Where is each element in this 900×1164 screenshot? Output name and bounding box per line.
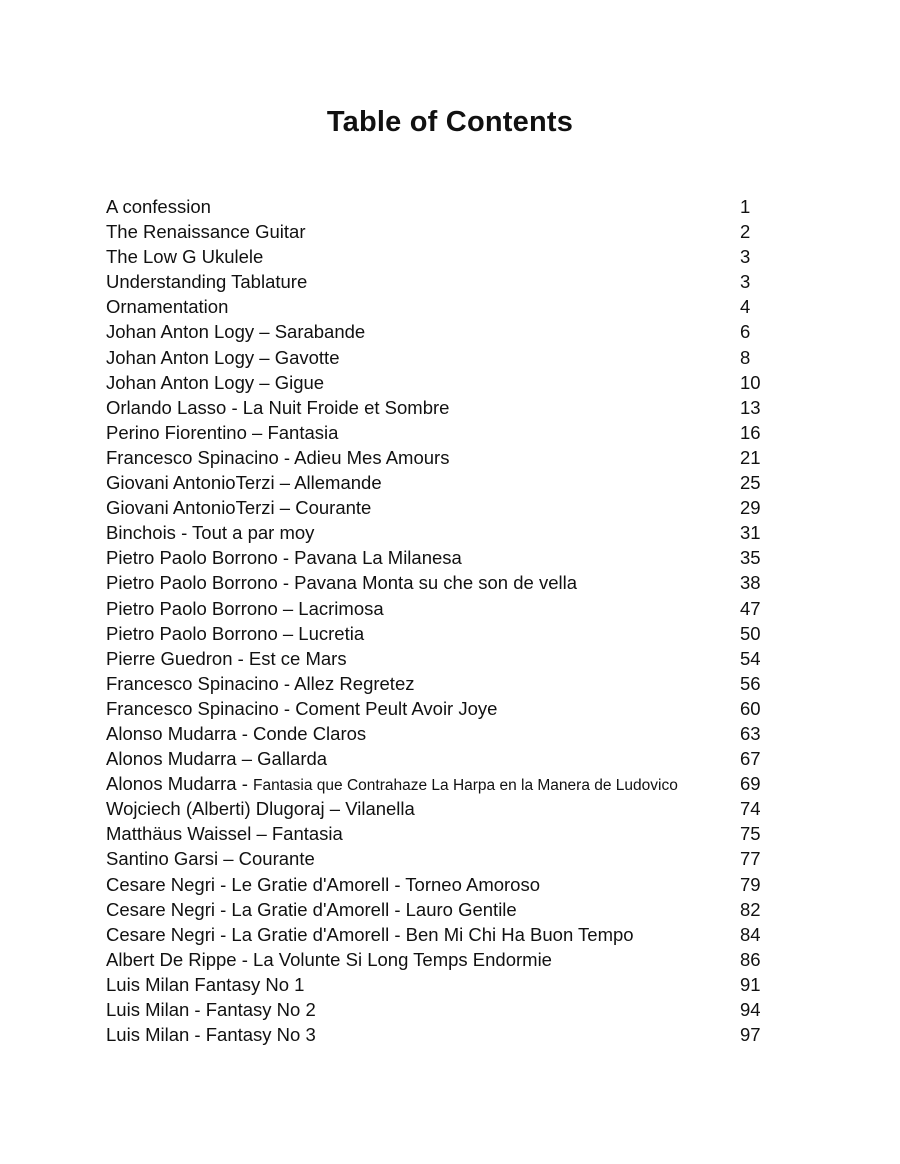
toc-entry [106, 671, 786, 696]
toc-entry-title [106, 922, 634, 947]
toc-entry-title [106, 897, 517, 922]
toc-entry-title-text: Luis Milan - Fantasy No 2 [106, 999, 316, 1020]
toc-entry-title [106, 596, 384, 621]
toc-entry-title-text: The Renaissance Guitar [106, 221, 306, 243]
toc-entry [106, 746, 786, 771]
toc-entry [106, 771, 786, 796]
toc-entry-page-number: 13 [740, 396, 761, 418]
toc-entry-title-text: Perino Fiorentino – Fantasia [106, 421, 339, 443]
toc-entry-title-text: Johan Anton Logy – Sarabande [106, 321, 366, 343]
toc-entry-title [106, 872, 540, 897]
toc-entry-title-text: Luis Milan Fantasy No 1 [106, 973, 305, 995]
toc-entry-title [106, 520, 314, 545]
toc-entry-title [106, 445, 449, 470]
toc-entry-title-text: Giovani AntonioTerzi – Courante [106, 497, 372, 519]
toc-entry-page-number: 38 [740, 572, 761, 594]
toc-entry-page-number: 63 [740, 722, 761, 744]
toc-entry-title-text: Cesare Negri - Le Gratie d'Amorell - Torneo Amoroso [106, 873, 541, 895]
toc-entry-page-number: 75 [740, 823, 761, 845]
toc-entry-title [106, 269, 307, 294]
toc-entry-title-text: Pietro Paolo Borrono - Pavana Monta su che son de vella [106, 572, 578, 594]
toc-entry-title [106, 1022, 316, 1047]
toc-entry [106, 997, 786, 1022]
toc-entry [106, 947, 786, 972]
toc-entry [106, 420, 786, 445]
toc-entry [106, 294, 786, 319]
toc-entry-title-text: Johan Anton Logy – Gigue [106, 371, 325, 393]
toc-entry-title [106, 294, 228, 319]
toc-entry-title-text: Wojciech (Alberti) Dlugoraj – Vilanella [106, 798, 415, 820]
toc-entry-title-text: Johan Anton Logy – Gavotte [106, 346, 340, 368]
toc-entry-title-text: Pietro Paolo Borrono - Pavana La Milanesa [106, 547, 462, 569]
toc-entry-title-text: Francesco Spinacino - Coment Peult Avoir Joye [106, 697, 498, 719]
toc-entry [106, 370, 786, 395]
toc-entry [106, 796, 786, 821]
toc-entry [106, 646, 786, 671]
toc-entry-title-text: Francesco Spinacino - Adieu Mes Amours [106, 446, 450, 468]
toc-entry-page-number: 69 [740, 773, 761, 795]
toc-entry [106, 445, 786, 470]
toc-entry-title-text: Matthäus Waissel – Fantasia [106, 823, 343, 845]
toc-entry-title [106, 370, 324, 395]
toc-entry-title [106, 796, 415, 821]
toc-entry-title [106, 846, 315, 871]
toc-entry [106, 872, 786, 897]
toc-entry [106, 821, 786, 846]
toc-entry-page-number: 50 [740, 622, 761, 644]
toc-entry-page-number: 3 [740, 246, 751, 268]
toc-entry-title [106, 345, 339, 370]
toc-entry-page-number: 67 [740, 748, 761, 770]
toc-entry-title [106, 947, 552, 972]
toc-entry [106, 395, 786, 420]
toc-entry-title [106, 395, 449, 420]
toc-entry-page-number: 21 [740, 446, 761, 468]
toc-entry-title [106, 771, 678, 798]
toc-entry-title-text: Ornamentation [106, 296, 229, 318]
toc-entry-page-number: 54 [740, 647, 761, 669]
toc-entry-subtitle: Fantasia que Contrahaze La Harpa en la Manera de Ludovico [253, 777, 678, 795]
table-of-contents [106, 194, 786, 1047]
toc-entry-title [106, 420, 338, 445]
toc-entry-title [106, 696, 497, 721]
toc-entry-page-number: 60 [740, 697, 761, 719]
toc-entry-title [106, 470, 382, 495]
toc-entry-title [106, 997, 316, 1022]
toc-entry-title [106, 219, 306, 244]
toc-entry-page-number: 47 [740, 597, 761, 619]
toc-entry-title [106, 746, 327, 771]
toc-entry-title-text: Albert De Rippe - La Volunte Si Long Temps Endormie [106, 948, 552, 970]
toc-entry-page-number: 74 [740, 798, 761, 820]
toc-entry [106, 721, 786, 746]
toc-entry-title-text: Cesare Negri - La Gratie d'Amorell - Lauro Gentile [106, 898, 517, 920]
toc-entry-page-number: 91 [740, 973, 761, 995]
toc-entry-title-text: Luis Milan - Fantasy No 3 [106, 1024, 316, 1046]
toc-entry [106, 495, 786, 520]
toc-entry-title-text: Santino Garsi – Courante [106, 848, 315, 870]
toc-entry [106, 345, 786, 370]
toc-entry [106, 269, 786, 294]
toc-entry-title [106, 319, 365, 344]
toc-entry-page-number: 82 [740, 898, 761, 920]
toc-entry-title-text: Binchois - Tout a par moy [106, 522, 315, 544]
page-title: Table of Contents [326, 106, 574, 138]
toc-entry [106, 319, 786, 344]
toc-entry-title [106, 194, 211, 219]
toc-entry [106, 596, 786, 621]
toc-entry-page-number: 35 [740, 547, 761, 569]
toc-entry-page-number: 77 [740, 848, 761, 870]
toc-entry-page-number: 1 [740, 196, 751, 217]
toc-entry-title-text: Francesco Spinacino - Allez Regretez [106, 672, 415, 694]
toc-entry-page-number: 6 [740, 321, 751, 343]
toc-entry-page-number: 3 [740, 271, 751, 293]
toc-entry [106, 545, 786, 570]
toc-entry-title [106, 545, 462, 570]
toc-entry-title-text: Alonso Mudarra - Conde Claros [106, 722, 367, 744]
toc-entry [106, 1022, 786, 1047]
toc-entry-title-text: Pierre Guedron - Est ce Mars [106, 647, 347, 669]
toc-entry-title [106, 570, 577, 595]
toc-entry-page-number: 31 [740, 522, 761, 544]
toc-entry-page-number: 4 [740, 296, 751, 318]
toc-entry [106, 194, 786, 219]
toc-entry-title [106, 671, 414, 696]
toc-entry [106, 219, 786, 244]
toc-entry-title [106, 244, 263, 269]
toc-entry-page-number: 94 [740, 999, 761, 1020]
toc-entry [106, 520, 786, 545]
toc-entry-page-number: 56 [740, 672, 761, 694]
toc-entry-page-number: 8 [740, 346, 751, 368]
toc-entry [106, 696, 786, 721]
toc-entry-title-text: Giovani AntonioTerzi – Allemande [106, 472, 382, 494]
toc-entry [106, 846, 786, 871]
toc-entry-page-number: 2 [740, 221, 751, 243]
toc-entry [106, 621, 786, 646]
toc-entry-title-text: Pietro Paolo Borrono – Lucretia [106, 622, 365, 644]
toc-entry-title-text: Cesare Negri - La Gratie d'Amorell - Ben Mi Chi Ha Buon Tempo [106, 923, 634, 945]
toc-entry-page-number: 10 [740, 371, 761, 393]
toc-entry-title [106, 821, 343, 846]
toc-entry-title [106, 721, 366, 746]
toc-entry-title-text: Alonos Mudarra – Gallarda [106, 748, 328, 770]
toc-entry [106, 972, 786, 997]
toc-entry-title-text: A confession [106, 196, 211, 217]
toc-entry-title-text: Orlando Lasso - La Nuit Froide et Sombre [106, 396, 450, 418]
toc-entry-page-number: 16 [740, 421, 761, 443]
toc-entry [106, 922, 786, 947]
toc-entry [106, 570, 786, 595]
toc-entry-title-text: Understanding Tablature [106, 271, 308, 293]
toc-entry-title [106, 972, 304, 997]
toc-entry [106, 470, 786, 495]
toc-entry [106, 244, 786, 269]
toc-entry-page-number: 29 [740, 497, 761, 519]
toc-entry-page-number: 97 [740, 1024, 761, 1046]
toc-entry-title-text: Pietro Paolo Borrono – Lacrimosa [106, 597, 384, 619]
toc-entry-title-text: Alonos Mudarra - [106, 773, 254, 795]
toc-entry-title-text: The Low G Ukulele [106, 246, 264, 268]
toc-entry-title [106, 495, 371, 520]
toc-entry-page-number: 84 [740, 923, 761, 945]
toc-entry-title [106, 646, 347, 671]
toc-entry [106, 897, 786, 922]
toc-entry-page-number: 25 [740, 472, 761, 494]
toc-entry-page-number: 79 [740, 873, 761, 895]
toc-entry-title [106, 621, 364, 646]
toc-entry-page-number: 86 [740, 948, 761, 970]
